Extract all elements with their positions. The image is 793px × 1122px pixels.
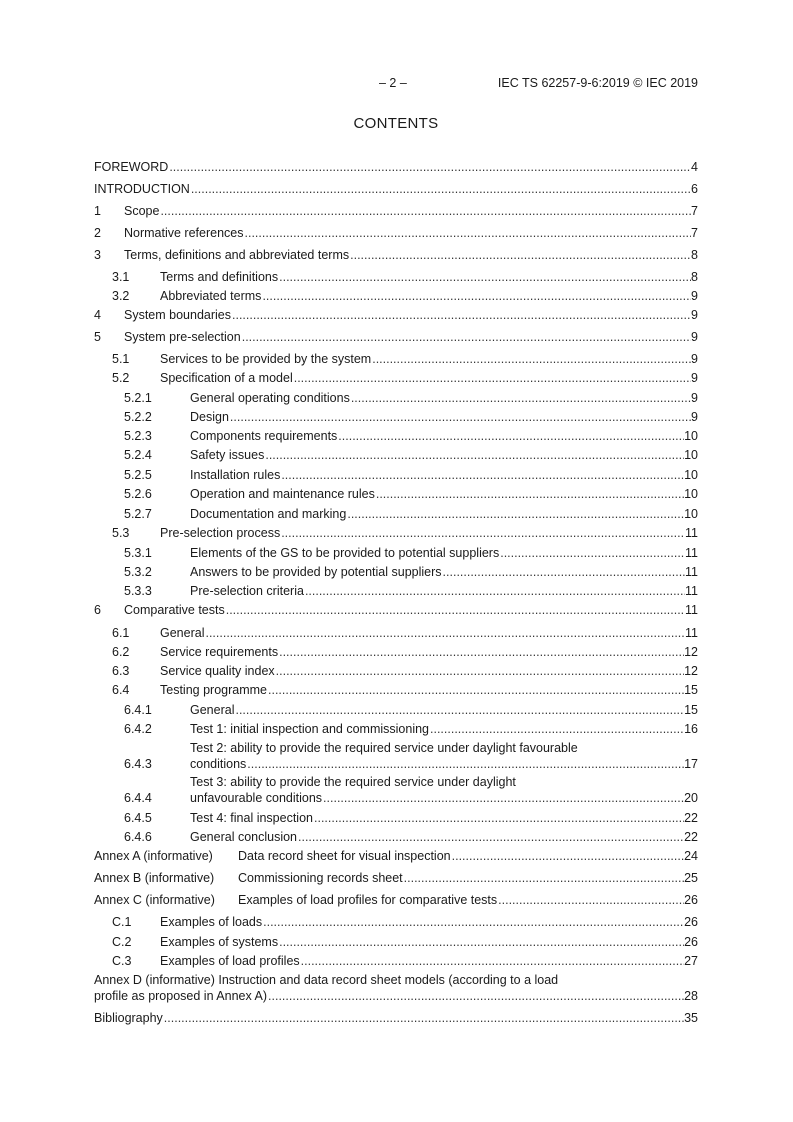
toc-entry-page: 9 (691, 308, 698, 322)
dot-leader (322, 791, 684, 806)
toc-entry-title: Pre-selection criteria (190, 584, 304, 598)
toc-entry[interactable] (94, 410, 698, 426)
dot-leader (278, 270, 691, 285)
toc-entry[interactable] (94, 204, 698, 220)
toc-entry-page: 22 (684, 811, 698, 825)
toc-entry-page: 20 (684, 791, 698, 805)
toc-entry-page: 9 (691, 391, 698, 405)
toc-entry[interactable] (94, 603, 698, 619)
dot-leader (267, 989, 684, 1004)
toc-entry[interactable] (94, 811, 698, 827)
toc-entry-title: Test 1: initial inspection and commissioning (190, 722, 430, 736)
toc-entry-page: 26 (684, 893, 698, 907)
dot-leader (246, 757, 684, 772)
toc-entry-number: 6.2 (112, 645, 130, 659)
toc-entry-number: 5.2.2 (124, 410, 152, 424)
toc-entry-title: System pre-selection (124, 330, 241, 344)
toc-entry-page: 28 (684, 989, 698, 1003)
toc-entry-title: Installation rules (190, 468, 281, 482)
toc-entry-number: 5.1 (112, 352, 130, 366)
toc-entry[interactable] (94, 626, 698, 642)
toc-entry[interactable] (94, 565, 698, 581)
page-title: CONTENTS (353, 115, 439, 132)
toc-entry-number: 5.2.1 (124, 391, 152, 405)
dot-leader (442, 565, 685, 580)
toc-entry-number: 5.2.3 (124, 429, 152, 443)
toc-entry-page: 9 (691, 352, 698, 366)
toc-entry-title: General conclusion (190, 830, 298, 844)
toc-entry-title: Elements of the GS to be provided to potential suppliers (190, 546, 500, 560)
toc-entry-title: Examples of systems (160, 935, 279, 949)
toc-entry-title: Examples of loads (160, 915, 263, 929)
dot-leader (262, 915, 684, 930)
toc-entry[interactable] (94, 954, 698, 970)
toc-entry-page: 8 (691, 270, 698, 284)
toc-entry-title: Specification of a model (160, 371, 293, 385)
toc-entry-number: Annex A (informative) (94, 849, 213, 863)
toc-entry-page: 9 (691, 410, 698, 424)
toc-entry-title: Comparative tests (124, 603, 225, 617)
dot-leader (225, 603, 685, 618)
toc-entry-title: Service quality index (160, 664, 275, 678)
toc-entry-page: 26 (684, 935, 698, 949)
dot-leader (337, 429, 684, 444)
toc-entry-first-line (94, 775, 698, 791)
toc-entry-title: General (190, 703, 235, 717)
toc-entry[interactable] (94, 308, 698, 324)
toc-entry-title: Documentation and marking (190, 507, 347, 521)
toc-entry-title: Operation and maintenance rules (190, 487, 375, 501)
toc-entry-page: 10 (684, 487, 698, 501)
toc-entry-page: 7 (691, 226, 698, 240)
dot-leader (280, 526, 685, 541)
toc-entry-number: 5.2 (112, 371, 130, 385)
toc-entry-title: FOREWORD (94, 160, 169, 174)
toc-entry-title: Examples of load profiles for comparative tests (238, 893, 498, 907)
toc-entry-title: Service requirements (160, 645, 279, 659)
toc-entry-number: 5.3.1 (124, 546, 152, 560)
toc-entry-number: 5 (94, 330, 101, 344)
toc-entry-page: 7 (691, 204, 698, 218)
toc-entry-number: 6.4.2 (124, 722, 152, 736)
dot-leader (244, 226, 692, 241)
toc-entry-title: Components requirements (190, 429, 338, 443)
toc-entry-page: 10 (684, 468, 698, 482)
toc-entry-page: 8 (691, 248, 698, 262)
toc-entry-page: 22 (684, 830, 698, 844)
toc-entry[interactable] (94, 791, 698, 807)
toc-entry[interactable] (94, 448, 698, 464)
toc-entry[interactable] (94, 182, 698, 198)
toc-entry[interactable] (94, 664, 698, 680)
dot-leader (278, 935, 684, 950)
toc-entry-title: Data record sheet for visual inspection (238, 849, 451, 863)
toc-entry-title: Testing programme (160, 683, 267, 697)
toc-entry-title: General operating conditions (190, 391, 350, 405)
toc-entry-page: 12 (684, 664, 698, 678)
toc-entry-text-first-line: Annex D (informative) Instruction and data record sheet models (according to a load (94, 973, 559, 987)
toc-entry-page: 9 (691, 289, 698, 303)
toc-entry[interactable] (94, 871, 698, 887)
toc-entry-title: System boundaries (124, 308, 232, 322)
toc-entry-title: Abbreviated terms (160, 289, 262, 303)
toc-entry-page: 16 (684, 722, 698, 736)
dot-leader (278, 645, 684, 660)
toc-entry-page: 11 (685, 626, 698, 640)
toc-entry[interactable] (94, 391, 698, 407)
toc-entry-title: Answers to be provided by potential suppliers (190, 565, 442, 579)
toc-entry[interactable] (94, 1011, 698, 1027)
toc-entry[interactable] (94, 935, 698, 951)
dot-leader (497, 893, 684, 908)
dot-leader (349, 248, 691, 263)
toc-entry-number: 6.4 (112, 683, 130, 697)
toc-entry-text-first-line: Test 3: ability to provide the required service under daylight (190, 775, 516, 789)
toc-entry-number: 1 (94, 204, 101, 218)
toc-entry-title: profile as proposed in Annex A) (94, 989, 268, 1003)
toc-entry-number: 5.3 (112, 526, 130, 540)
toc-entry-number: 5.3.3 (124, 584, 152, 598)
toc-entry[interactable] (94, 352, 698, 368)
toc-entry-number: 3 (94, 248, 101, 262)
toc-entry-page: 9 (691, 330, 698, 344)
toc-entry-page: 11 (685, 565, 698, 579)
toc-entry-title: Scope (124, 204, 160, 218)
dot-leader (300, 954, 684, 969)
toc-entry-page: 10 (684, 448, 698, 462)
toc-entry-title: Terms, definitions and abbreviated terms (124, 248, 350, 262)
toc-entry[interactable] (94, 468, 698, 484)
toc-entry-title: conditions (190, 757, 247, 771)
toc-entry-page: 27 (684, 954, 698, 968)
toc-entry-number: 5.3.2 (124, 565, 152, 579)
toc-entry[interactable] (94, 289, 698, 305)
toc-entry-number: 6.4.3 (124, 757, 152, 771)
toc-entry-page: 35 (684, 1011, 698, 1025)
toc-entry-number: Annex B (informative) (94, 871, 215, 885)
toc-entry-number: 3.2 (112, 289, 130, 303)
toc-entry-number: 6.4.5 (124, 811, 152, 825)
dot-leader (304, 584, 685, 599)
toc-entry[interactable] (94, 546, 698, 562)
dot-leader (346, 507, 684, 522)
dot-leader (451, 849, 684, 864)
toc-entry-text-first-line: Test 2: ability to provide the required service under daylight favourable (190, 741, 578, 755)
toc-entry-page: 24 (684, 849, 698, 863)
toc-entry-title: General (160, 626, 205, 640)
toc-entry-number: 2 (94, 226, 101, 240)
dot-leader (499, 546, 685, 561)
toc-entry-page: 11 (685, 546, 698, 560)
dot-leader (429, 722, 684, 737)
toc-entry-number: 5.2.5 (124, 468, 152, 482)
toc-entry-page: 25 (684, 871, 698, 885)
toc-entry-number: 6.4.1 (124, 703, 152, 717)
toc-entry-number: 6.1 (112, 626, 130, 640)
toc-entry[interactable] (94, 757, 698, 773)
toc-entry-first-line (94, 973, 698, 989)
toc-entry-number: C.1 (112, 915, 132, 929)
toc-entry[interactable] (94, 330, 698, 346)
toc-entry[interactable] (94, 830, 698, 846)
dot-leader (275, 664, 684, 679)
toc-entry[interactable] (94, 849, 698, 865)
toc-entry-title: unfavourable conditions (190, 791, 323, 805)
dot-leader (163, 1011, 684, 1026)
toc-entry[interactable] (94, 722, 698, 738)
toc-entry-page: 11 (685, 526, 698, 540)
dot-leader (204, 626, 685, 641)
toc-entry-title: Services to be provided by the system (160, 352, 372, 366)
toc-entry-page: 26 (684, 915, 698, 929)
dot-leader (297, 830, 684, 845)
toc-entry-title: Pre-selection process (160, 526, 281, 540)
toc-entry-title: Bibliography (94, 1011, 163, 1025)
toc-entry-title: INTRODUCTION (94, 182, 190, 196)
dot-leader (293, 371, 691, 386)
dot-leader (241, 330, 691, 345)
dot-leader (375, 487, 684, 502)
toc-entry-title: Test 4: final inspection (190, 811, 313, 825)
toc-entry-number: C.3 (112, 954, 132, 968)
toc-entry-number: 5.2.6 (124, 487, 152, 501)
toc-entry-number: C.2 (112, 935, 132, 949)
toc-entry-number: 6.3 (112, 664, 130, 678)
toc-entry[interactable] (94, 226, 698, 242)
dot-leader (261, 289, 691, 304)
dot-leader (313, 811, 684, 826)
toc-entry[interactable] (94, 429, 698, 445)
toc-entry-page: 15 (684, 683, 698, 697)
toc-entry[interactable] (94, 248, 698, 264)
document-id: IEC TS 62257-9-6:2019 © IEC 2019 (497, 76, 698, 90)
toc-entry-page: 15 (684, 703, 698, 717)
dot-leader (350, 391, 691, 406)
toc-entry[interactable] (94, 989, 698, 1005)
toc-entry-number: 6.4.6 (124, 830, 152, 844)
toc-entry-page: 9 (691, 371, 698, 385)
toc-entry[interactable] (94, 584, 698, 600)
toc-entry-number: 4 (94, 308, 101, 322)
toc-entry-number: 5.2.7 (124, 507, 152, 521)
toc-entry-title: Normative references (124, 226, 244, 240)
dot-leader (267, 683, 684, 698)
toc-entry[interactable] (94, 371, 698, 387)
toc-entry-number: 6 (94, 603, 101, 617)
dot-leader (264, 448, 684, 463)
toc-entry[interactable] (94, 703, 698, 719)
toc-entry-number: Annex C (informative) (94, 893, 215, 907)
toc-entry-title: Safety issues (190, 448, 265, 462)
toc-entry[interactable] (94, 526, 698, 542)
dot-leader (231, 308, 691, 323)
toc-entry-page: 4 (691, 160, 698, 174)
toc-entry-first-line (94, 741, 698, 757)
toc-entry[interactable] (94, 893, 698, 909)
toc-entry[interactable] (94, 270, 698, 286)
toc-entry-page: 10 (684, 507, 698, 521)
toc-entry-page: 10 (684, 429, 698, 443)
dot-leader (159, 204, 691, 219)
page-number: – 2 – (379, 76, 407, 90)
dot-leader (229, 410, 691, 425)
toc-entry-page: 12 (684, 645, 698, 659)
toc-entry[interactable] (94, 645, 698, 661)
dot-leader (280, 468, 684, 483)
toc-entry[interactable] (94, 487, 698, 503)
dot-leader (403, 871, 684, 886)
toc-entry[interactable] (94, 507, 698, 523)
toc-entry-number: 6.4.4 (124, 791, 152, 805)
toc-entry-page: 11 (685, 603, 698, 617)
dot-leader (234, 703, 684, 718)
toc-entry[interactable] (94, 915, 698, 931)
toc-entry-page: 11 (685, 584, 698, 598)
toc-entry-title: Design (190, 410, 229, 424)
dot-leader (190, 182, 691, 197)
toc-entry-number: 3.1 (112, 270, 130, 284)
toc-entry-number: 5.2.4 (124, 448, 152, 462)
toc-entry[interactable] (94, 160, 698, 176)
dot-leader (168, 160, 691, 175)
toc-entry-page: 6 (691, 182, 698, 196)
toc-entry-title: Commissioning records sheet (238, 871, 403, 885)
dot-leader (371, 352, 691, 367)
toc-entry-page: 17 (684, 757, 698, 771)
toc-entry-title: Terms and definitions (160, 270, 279, 284)
toc-entry[interactable] (94, 683, 698, 699)
toc-entry-title: Examples of load profiles (160, 954, 300, 968)
